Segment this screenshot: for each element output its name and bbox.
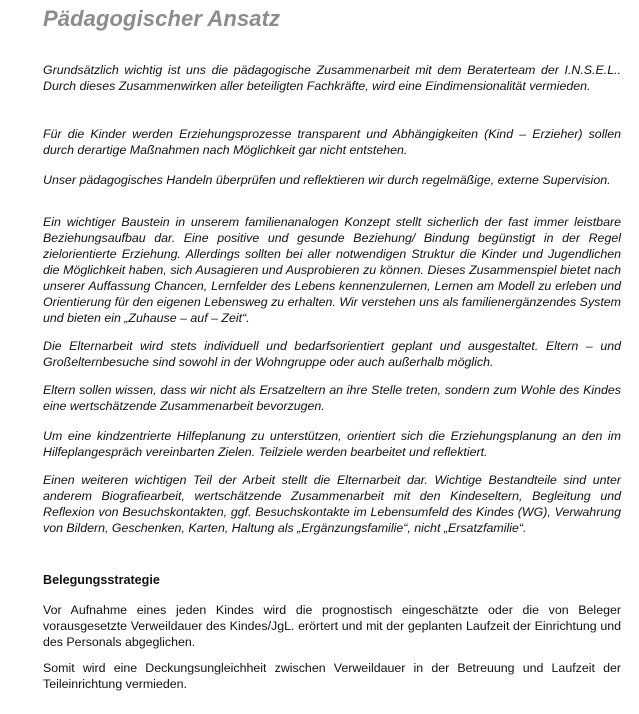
- paragraph-ersatzeltern: Eltern sollen wissen, dass wir nicht als Ersatzeltern an ihre Stelle treten, sondern zum Wohle des Kindes eine wertschätzende Zusammenarbeit bevorzugen.: [43, 383, 621, 413]
- paragraph-verweildauer: Vor Aufnahme eines jeden Kindes wird die prognostisch eingeschätzte oder die von Beleger vorausgesetzte Verweildauer des Kindes/JgL. erörtert und mit der geplanten Laufzeit der Einrichtung und des Personals abgeglichen.: [43, 603, 621, 649]
- paragraph-beziehungsaufbau: Ein wichtiger Baustein in unserem familienanalogen Konzept stellt sicherlich der fast immer leistbare Beziehungsaufbau dar. Eine positive und gesunde Beziehung/ Bindung begünstigt in der Regel zielorientierte Erziehung. Allerdings sollten bei aller notwendigen Struktur die Kinder und Jugendlichen die Möglichkeit haben, sich Ausagieren und Ausprobieren zu können. Dieses Zusammenspiel bietet nach unserer Auffassung Chancen, Lernfelder des Lebens kennenzulernen, Lernen am Modell zu erleben und Orientierung für den eigenen Lebensweg zu erhalten. Wir verstehen uns als familienergänzendes System und bieten ein „Zuhause – auf – Zeit“.: [43, 215, 621, 325]
- paragraph-erziehungsprozesse: Für die Kinder werden Erziehungsprozesse transparent und Abhängigkeiten (Kind – Erzieher) sollen durch derartige Maßnahmen nach Möglichkeit gar nicht entstehen.: [43, 127, 621, 157]
- page-title: Pädagogischer Ansatz: [43, 6, 281, 31]
- paragraph-supervision: Unser pädagogisches Handeln überprüfen und reflektieren wir durch regelmäßige, externe Supervision.: [43, 173, 611, 187]
- paragraph-hilfeplanung: Um eine kindzentrierte Hilfeplanung zu unterstützen, orientiert sich die Erziehungsplanung an den im Hilfeplangespräch vereinbarten Zielen. Teilziele werden bearbeitet und reflektiert.: [43, 429, 621, 459]
- paragraph-elternarbeit-individuell: Die Elternarbeit wird stets individuell und bedarfsorientiert geplant und ausgestaltet. Eltern – und Großelternbesuche sind sowohl in der Wohngruppe oder auch außerhalb möglich.: [43, 339, 621, 369]
- section-heading-belegungsstrategie: Belegungsstrategie: [43, 573, 160, 587]
- paragraph-beraterteam: Grundsätzlich wichtig ist uns die pädagogische Zusammenarbeit mit dem Beraterteam der I.N.S.E.L.. Durch dieses Zusammenwirken aller beteiligten Fachkräfte, wird eine Eindimensionalität vermieden.: [43, 63, 621, 93]
- paragraph-elternarbeit-bestandteile: Einen weiteren wichtigen Teil der Arbeit stellt die Elternarbeit dar. Wichtige Bestandteile sind unter anderem Biografiearbeit, wertschätzende Zusammenarbeit mit den Kindeseltern, Begleitung und Reflexion von Besuchskontakten, ggf. Besuchskontakte im Lebensumfeld des Kindes (WG), Verwahrung von Bildern, Geschenken, Karten, Haltung als „Ergänzungsfamilie“, nicht „Ersatzfamilie“.: [43, 473, 621, 535]
- paragraph-deckungsungleichheit: Somit wird eine Deckungsungleichheit zwischen Verweildauer in der Betreuung und Laufzeit der Teileinrichtung vermieden.: [43, 661, 621, 691]
